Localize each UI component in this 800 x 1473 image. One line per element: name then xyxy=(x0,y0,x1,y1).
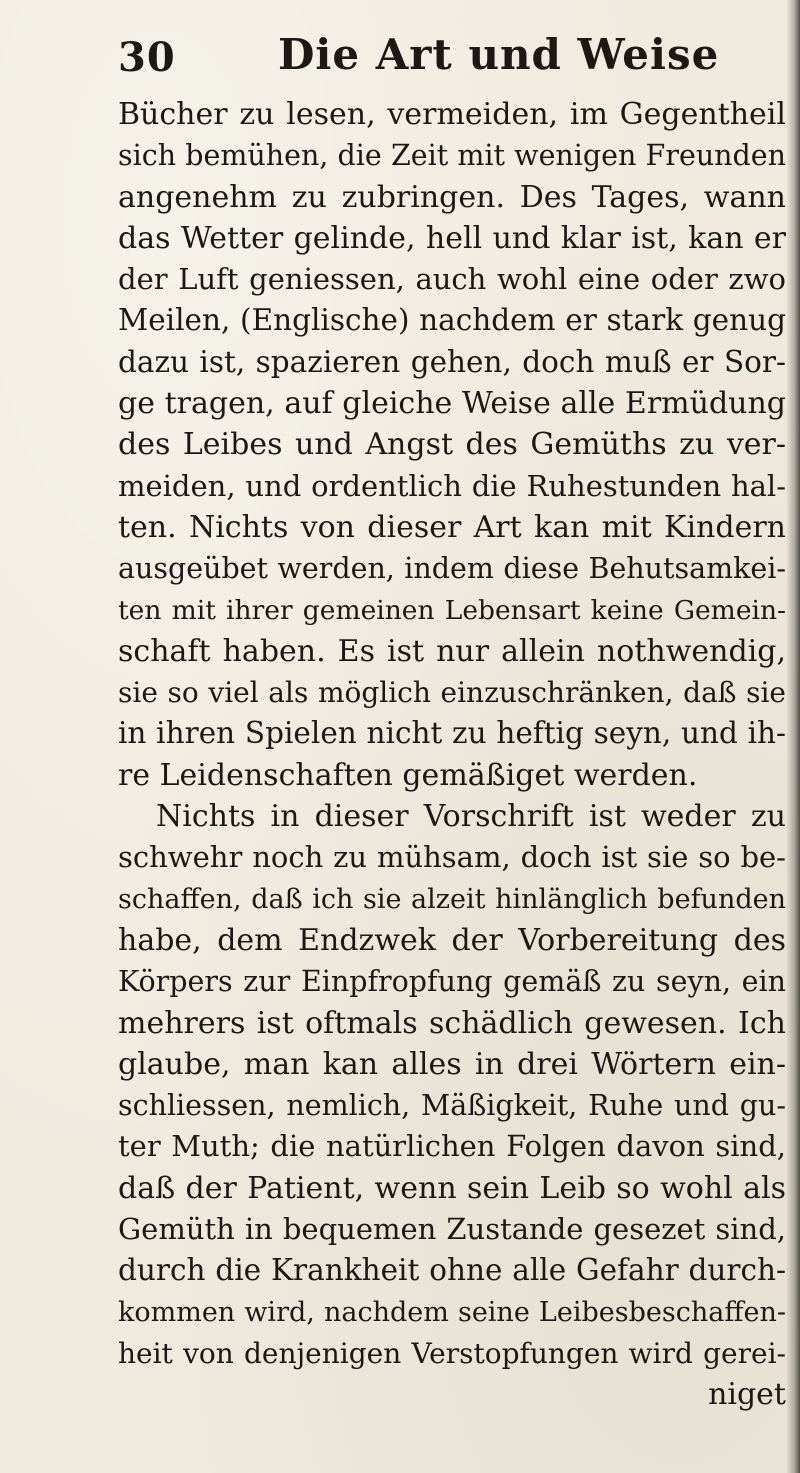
text-line: mehrers ist oftmals schädlich gewesen. Ich xyxy=(118,1005,786,1041)
text-line: ausgeübet werden, indem diese Behutsamkei- xyxy=(118,552,786,586)
text-line: sich bemühen, die Zeit mit wenigen Freunden xyxy=(118,139,786,173)
text-line: kommen wird, nachdem seine Leibesbeschaffen- xyxy=(118,1296,786,1328)
catchword-row xyxy=(118,1374,786,1415)
text-line: in ihren Spielen nicht zu heftig seyn, und ih- xyxy=(118,716,786,751)
text-line: glaube, man kan alles in drei Wörtern ein- xyxy=(118,1046,786,1082)
text-line-paragraph-start: Nichts in dieser Vorschrift ist weder zu xyxy=(156,799,786,835)
text-line: des Leibes und Angst des Gemüths zu ver- xyxy=(118,427,786,463)
text-line: ge tragen, auf gleiche Weise alle Ermüdung xyxy=(118,386,786,422)
text-line: habe, dem Endzwek der Vorbereitung des xyxy=(118,922,786,958)
text-line: sie so viel als möglich einzuschränken, daß sie xyxy=(118,676,786,710)
running-head: Die Art und Weise xyxy=(278,30,720,79)
text-line: schliessen, nemlich, Mäßigkeit, Ruhe und gu- xyxy=(118,1089,786,1123)
text-line: durch die Krankheit ohne alle Gefahr durch- xyxy=(118,1253,786,1288)
text-line: Körpers zur Einpfropfung gemäß zu seyn, ein xyxy=(118,965,786,999)
text-line: daß der Patient, wenn sein Leib so wohl als xyxy=(118,1170,786,1206)
page-edge-shadow xyxy=(786,0,800,1473)
page-number: 30 xyxy=(118,34,176,81)
text-line: angenehm zu zubringen. Des Tages, wann xyxy=(118,179,786,215)
catchword: niget xyxy=(708,1377,786,1413)
page-header xyxy=(118,28,758,86)
text-line: das Wetter gelinde, hell und klar ist, kan er xyxy=(118,220,786,256)
text-line: schwehr noch zu mühsam, doch ist sie so be- xyxy=(118,840,786,875)
text-line: schaft haben. Es ist nur allein nothwendig, xyxy=(118,633,786,669)
text-line: der Luft geniessen, auch wohl eine oder zwo xyxy=(118,262,786,297)
text-line: Gemüth in bequemen Zustande gesezet sind, xyxy=(118,1212,786,1247)
text-line: Meilen, (Englische) nachdem er stark genug xyxy=(118,303,786,338)
text-line: schaffen, daß ich sie alzeit hinlänglich befunden xyxy=(118,883,786,915)
text-line: heit von denjenigen Verstopfungen wird gerei- xyxy=(118,1336,786,1370)
text-line: dazu ist, spazieren gehen, doch muß er Sor- xyxy=(118,344,786,379)
text-line-paragraph-end: re Leidenschaften gemäßiget werden. xyxy=(118,757,698,793)
text-line: meiden, und ordentlich die Ruhestunden hal- xyxy=(118,468,786,503)
text-line: Bücher zu lesen, vermeiden, im Gegentheil xyxy=(118,97,786,132)
text-line: ten. Nichts von dieser Art kan mit Kindern xyxy=(118,509,786,545)
body-text xyxy=(118,94,786,1416)
text-line: ten mit ihrer gemeinen Lebensart keine Gemein- xyxy=(118,594,786,626)
text-line: ter Muth; die natürlichen Folgen davon sind, xyxy=(118,1129,786,1164)
